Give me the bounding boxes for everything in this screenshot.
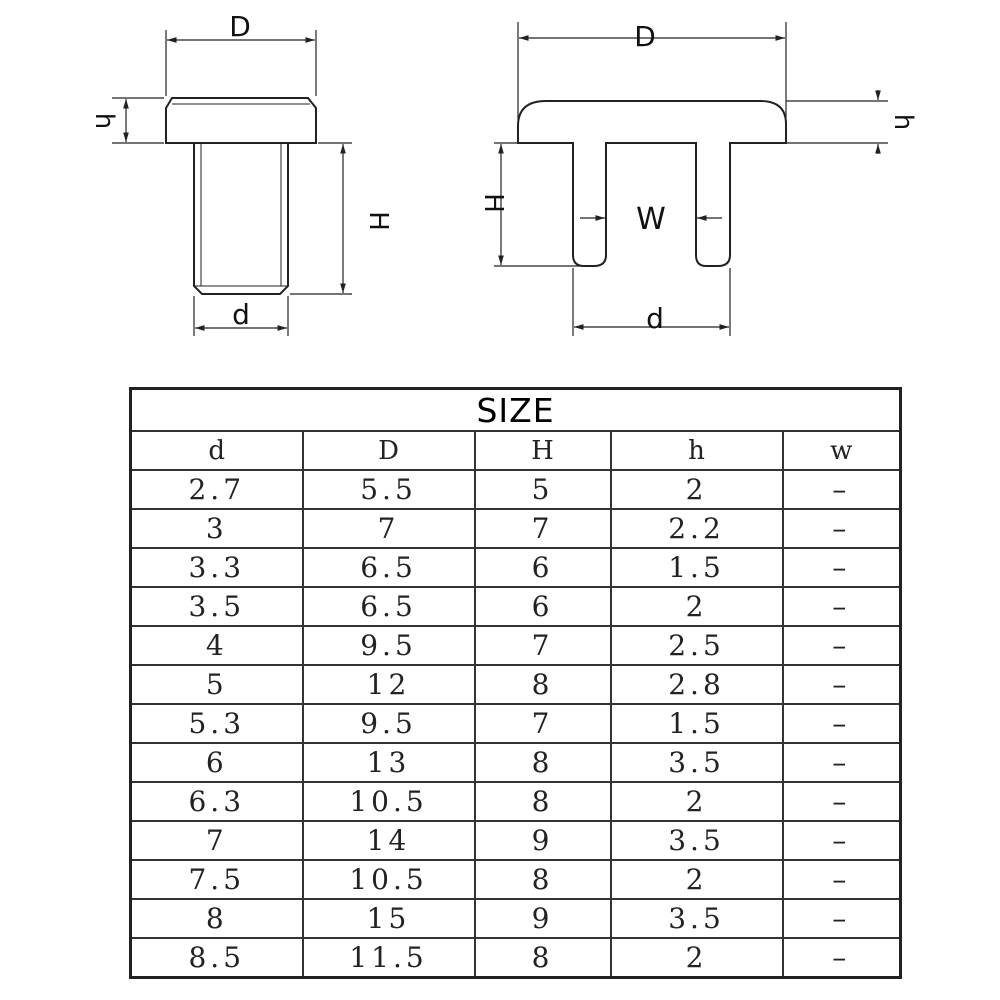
dimension-H-left <box>290 143 352 294</box>
table-cell: 3.5 <box>611 743 783 782</box>
solid-rivet-drawing <box>112 30 352 336</box>
table-cell: 2 <box>611 587 783 626</box>
label-D-right: D <box>634 20 656 53</box>
table-row <box>131 821 901 860</box>
table-cell: – <box>783 626 901 665</box>
table-row <box>131 938 901 978</box>
label-d-left: d <box>232 298 250 331</box>
label-D-left: D <box>229 10 251 43</box>
table-cell: 2 <box>611 938 783 978</box>
table-cell: – <box>783 470 901 509</box>
table-cell: – <box>783 587 901 626</box>
table-row <box>131 587 901 626</box>
label-h-right: h <box>888 113 918 131</box>
column-header-d: d <box>131 431 303 470</box>
table-row <box>131 860 901 899</box>
table-cell: 1.5 <box>611 548 783 587</box>
table-cell: 15 <box>303 899 475 938</box>
table-cell: 3.3 <box>131 548 303 587</box>
table-title: SIZE <box>131 389 901 432</box>
table-cell: 9.5 <box>303 626 475 665</box>
table-cell: 13 <box>303 743 475 782</box>
table-cell: 3 <box>131 509 303 548</box>
table-cell: 2.5 <box>611 626 783 665</box>
table-cell: 6 <box>131 743 303 782</box>
table-cell: 2 <box>611 782 783 821</box>
table-title-row <box>131 389 901 432</box>
table-cell: 5.3 <box>131 704 303 743</box>
table-cell: 2 <box>611 470 783 509</box>
table-row <box>131 548 901 587</box>
table-cell: 10.5 <box>303 860 475 899</box>
technical-drawings <box>0 0 1000 360</box>
table-cell: 5 <box>475 470 611 509</box>
table-cell: 8 <box>131 899 303 938</box>
table-cell: 8 <box>475 938 611 978</box>
table-cell: 6.3 <box>131 782 303 821</box>
table-cell: 7 <box>303 509 475 548</box>
table-cell: 2.2 <box>611 509 783 548</box>
table-cell: – <box>783 938 901 978</box>
table-cell: 4 <box>131 626 303 665</box>
table-row <box>131 704 901 743</box>
table-cell: 8 <box>475 743 611 782</box>
table-cell: 7 <box>475 704 611 743</box>
table-cell: – <box>783 782 901 821</box>
table-cell: 6 <box>475 548 611 587</box>
table-cell: 14 <box>303 821 475 860</box>
table-cell: 1.5 <box>611 704 783 743</box>
table-cell: 8 <box>475 665 611 704</box>
table-cell: 5.5 <box>303 470 475 509</box>
column-header-D: D <box>303 431 475 470</box>
table-cell: – <box>783 743 901 782</box>
table-row <box>131 509 901 548</box>
column-header-w: w <box>783 431 901 470</box>
table-cell: 9 <box>475 821 611 860</box>
label-H-right: H <box>478 193 508 213</box>
table-cell: – <box>783 860 901 899</box>
label-W-right: W <box>636 202 666 237</box>
table-cell: 8 <box>475 860 611 899</box>
table-cell: – <box>783 665 901 704</box>
split-rivet-drawing <box>494 22 888 336</box>
rivet-head-outline <box>166 98 316 143</box>
table-row <box>131 470 901 509</box>
table-cell: 12 <box>303 665 475 704</box>
column-header-H: H <box>475 431 611 470</box>
column-header-h: h <box>611 431 783 470</box>
table-row <box>131 899 901 938</box>
table-header-row <box>131 431 901 470</box>
table-cell: 3.5 <box>611 899 783 938</box>
label-H-left: H <box>363 211 393 231</box>
table-cell: 6 <box>475 587 611 626</box>
table-cell: 2.7 <box>131 470 303 509</box>
size-table <box>129 387 902 979</box>
table-cell: 2 <box>611 860 783 899</box>
table-cell: 8 <box>475 782 611 821</box>
table-cell: 6.5 <box>303 587 475 626</box>
table-cell: 7 <box>475 509 611 548</box>
label-d-right: d <box>646 302 664 335</box>
dimension-h-right <box>786 90 888 154</box>
label-h-left: h <box>89 112 119 130</box>
table-cell: 7 <box>475 626 611 665</box>
table-cell: 11.5 <box>303 938 475 978</box>
table-row <box>131 665 901 704</box>
table-cell: 3.5 <box>131 587 303 626</box>
table-cell: – <box>783 899 901 938</box>
table-body <box>131 470 901 978</box>
table-cell: 5 <box>131 665 303 704</box>
table-row <box>131 743 901 782</box>
table-cell: 10.5 <box>303 782 475 821</box>
split-rivet-outline <box>518 101 786 266</box>
table-cell: 7.5 <box>131 860 303 899</box>
table-cell: 3.5 <box>611 821 783 860</box>
table-cell: 9.5 <box>303 704 475 743</box>
table-cell: – <box>783 821 901 860</box>
table-row <box>131 782 901 821</box>
table-cell: 9 <box>475 899 611 938</box>
table-cell: 6.5 <box>303 548 475 587</box>
table-cell: – <box>783 704 901 743</box>
table-cell: 7 <box>131 821 303 860</box>
table-cell: 8.5 <box>131 938 303 978</box>
table-cell: – <box>783 509 901 548</box>
table-cell: – <box>783 548 901 587</box>
rivet-shank-outline <box>194 143 288 294</box>
table-row <box>131 626 901 665</box>
table-cell: 2.8 <box>611 665 783 704</box>
